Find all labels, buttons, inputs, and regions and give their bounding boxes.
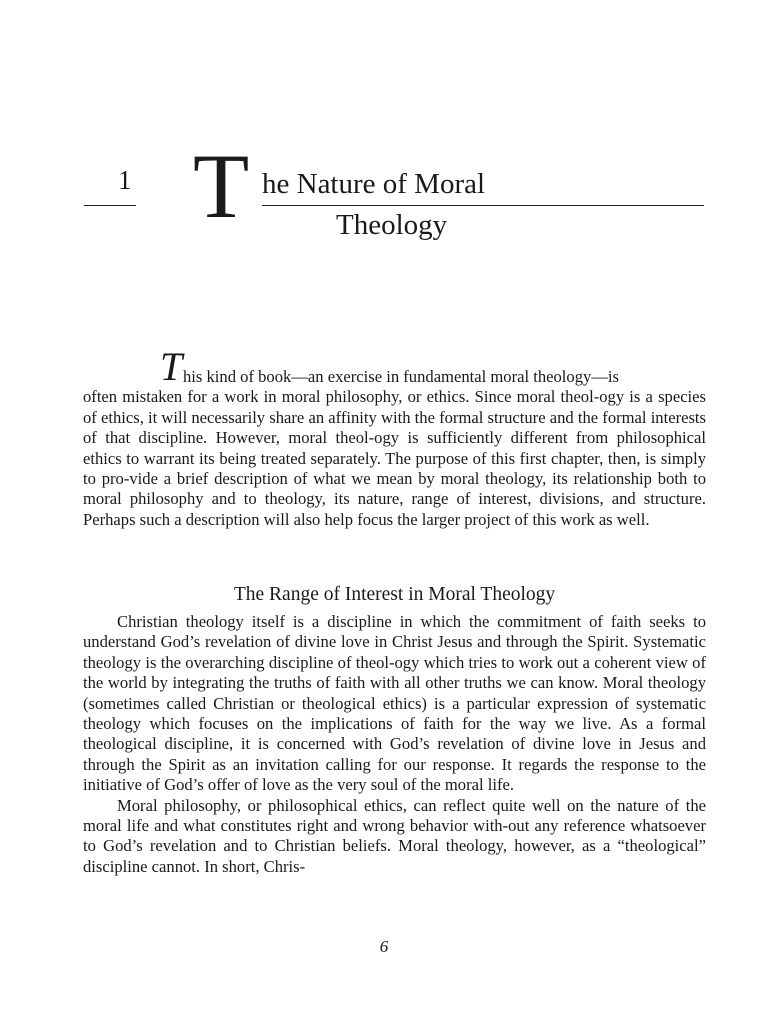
intro-body: often mistaken for a work in moral philosophy, or ethics. Since moral theol-ogy is a species of ethics, it will necessarily share an affinity with the formal structure and the formal interests of that discipline. However, moral theol-ogy is sufficiently different from philosophical ethics to warrant its being treated separately. The purpose of this first chapter, then, is simply to pro-vide a brief description of what we mean by moral theology, its relationship both to moral philosophy and to theology, its nature, range of interest, divisions, and structure. Perhaps such a description will also help focus the larger project of this work as well. — [83, 387, 706, 529]
title-rule-right — [262, 205, 704, 206]
title-drop-cap: T — [193, 135, 250, 237]
section-paragraph-1: Christian theology itself is a discipline in which the commitment of faith seeks to understand God’s revelation of divine love in Christ Jesus and through the Spirit. Systematic theology is the overarching discipline of theol-ogy which tries to work out a coherent view of the world by integrating the truths of faith with all other truths we can know. Moral theology (sometimes called Christian or theological ethics) is a particular expression of systematic theology which focuses on the implications of faith for the way we live. As a formal theological discipline, it is concerned with God’s revelation of divine love in Jesus and through the Spirit as an invitation calling for our response. It regards the response to the initiative of God’s offer of love as the very soul of the moral life. — [83, 612, 706, 795]
intro-paragraph — [83, 344, 706, 530]
intro-drop-cap: T — [160, 344, 183, 389]
intro-first-line-wrap — [83, 344, 706, 389]
title-rule-left — [84, 205, 136, 206]
page-number: 6 — [379, 937, 389, 956]
section-body — [83, 612, 706, 877]
intro-first-line: his kind of book—an exercise in fundamental moral theology—is — [183, 367, 619, 386]
section-paragraph-2: Moral philosophy, or philosophical ethics, can reflect quite well on the nature of the moral life and what constitutes right and wrong behavior with-out any reference whatsoever to God’s revelation and to Christian beliefs. Moral theology, however, as a “theological” discipline cannot. In short, Chris- — [83, 795, 706, 876]
chapter-title-line-1: he Nature of Moral — [262, 168, 486, 200]
chapter-title-line-2: Theology — [336, 209, 448, 241]
section-heading: The Range of Interest in Moral Theology — [233, 584, 556, 605]
chapter-number: 1 — [118, 165, 132, 195]
